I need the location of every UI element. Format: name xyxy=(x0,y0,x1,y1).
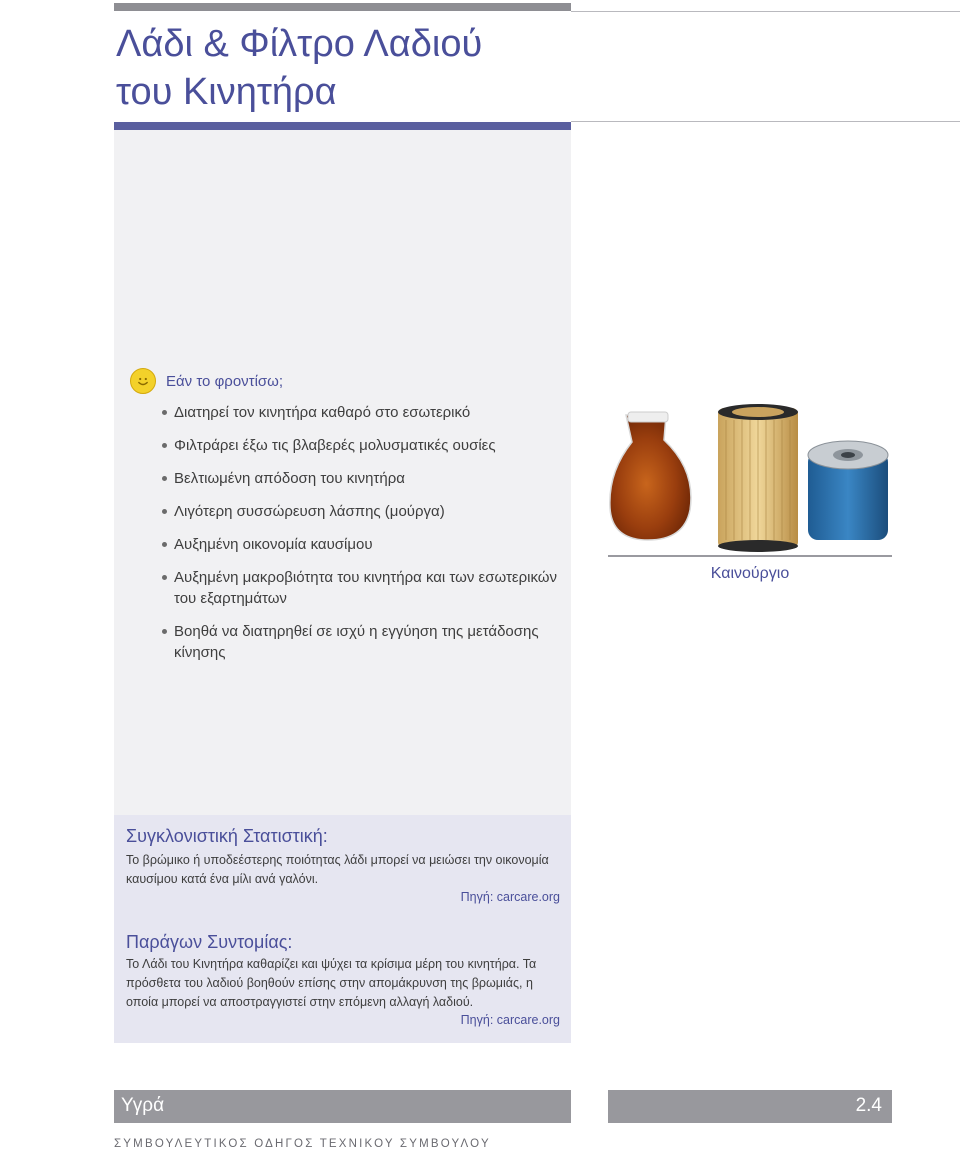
list-item-text: Βοηθά να διατηρηθεί σε ισχύ η εγγύηση της μετάδοσης κίνησης xyxy=(174,623,539,661)
page-title xyxy=(116,20,566,116)
title-line-2: του Κινητήρα xyxy=(116,71,337,113)
stat-text: Το βρώμικο ή υποδεέστερης ποιότητας λάδι μπορεί να μειώσει την οικονομία καυσίμου κατά ένα μίλι ανά γαλόνι. xyxy=(126,853,549,886)
oil-flask xyxy=(610,415,691,540)
top-bar xyxy=(114,3,571,11)
care-heading: Εάν το φροντίσω; xyxy=(166,372,284,390)
flask-neck xyxy=(628,412,668,422)
list-item-text: Λιγότερη συσσώρευση λάσπης (μούργα) xyxy=(174,503,445,520)
top-rule xyxy=(571,11,960,12)
list-item-text: Βελτιωμένη απόδοση του κινητήρα xyxy=(174,470,405,487)
stat-heading: Συγκλονιστική Στατιστική: xyxy=(126,826,328,846)
bullet-icon xyxy=(162,476,167,481)
yellow-filter xyxy=(718,404,798,552)
bullet-icon xyxy=(162,509,167,514)
smiley-icon xyxy=(130,368,156,394)
blue-filter xyxy=(808,441,888,540)
title-rule xyxy=(571,121,960,122)
bullet-icon xyxy=(162,629,167,634)
list-item-text: Φιλτράρει έξω τις βλαβερές μολυσματικές ουσίες xyxy=(174,437,496,454)
photo-caption: Καινούργιο xyxy=(710,565,790,582)
care-heading-row xyxy=(130,368,283,394)
bullet-icon xyxy=(162,410,167,415)
bullet-icon xyxy=(162,575,167,580)
bullet-icon xyxy=(162,443,167,448)
footer-running-title: ΣΥΜΒΟΥΛΕΥΤΙΚΟΣ ΟΔΗΓΟΣ ΤΕΧΝΙΚΟΥ ΣΥΜΒΟΥΛΟΥ xyxy=(114,1138,491,1150)
title-line-1: Λάδι & Φίλτρο Λαδιού xyxy=(116,23,483,65)
photo-rule xyxy=(608,555,892,557)
list-item xyxy=(162,435,562,456)
list-item-text: Αυξημένη μακροβιότητα του κινητήρα και των εσωτερικών του εξαρτημάτων xyxy=(174,569,557,607)
list-item xyxy=(162,501,562,522)
list-item xyxy=(162,567,562,609)
bullet-icon xyxy=(162,542,167,547)
factor-text: Το Λάδι του Κινητήρα καθαρίζει και ψύχει τα κρίσιμα μέρη του κινητήρα. Τα πρόσθετα του λαδιού βοηθούν επίσης στην απομάκρυνση της βρωμιάς, η οποία μπορεί να αποστραγγιστεί στην επόμενη αλλαγή λαδιού. xyxy=(126,957,537,1009)
list-item-text: Αυξημένη οικονομία καυσίμου xyxy=(174,536,373,553)
factor-source: Πηγή: carcare.org xyxy=(460,1013,560,1027)
factor-heading: Παράγων Συντομίας: xyxy=(126,932,293,952)
list-item xyxy=(162,621,562,663)
list-item xyxy=(162,534,562,555)
section-label: Υγρά xyxy=(121,1095,165,1116)
benefits-list xyxy=(162,402,562,675)
oil-and-filters-photo xyxy=(608,400,892,552)
list-item-text: Διατηρεί τον κινητήρα καθαρό στο εσωτερικό xyxy=(174,404,471,421)
list-item xyxy=(162,468,562,489)
title-underline-bar xyxy=(114,122,571,130)
page-number: 2.4 xyxy=(855,1095,882,1116)
footer-section-bar xyxy=(114,1090,571,1123)
list-item xyxy=(162,402,562,423)
stat-source: Πηγή: carcare.org xyxy=(460,890,560,904)
